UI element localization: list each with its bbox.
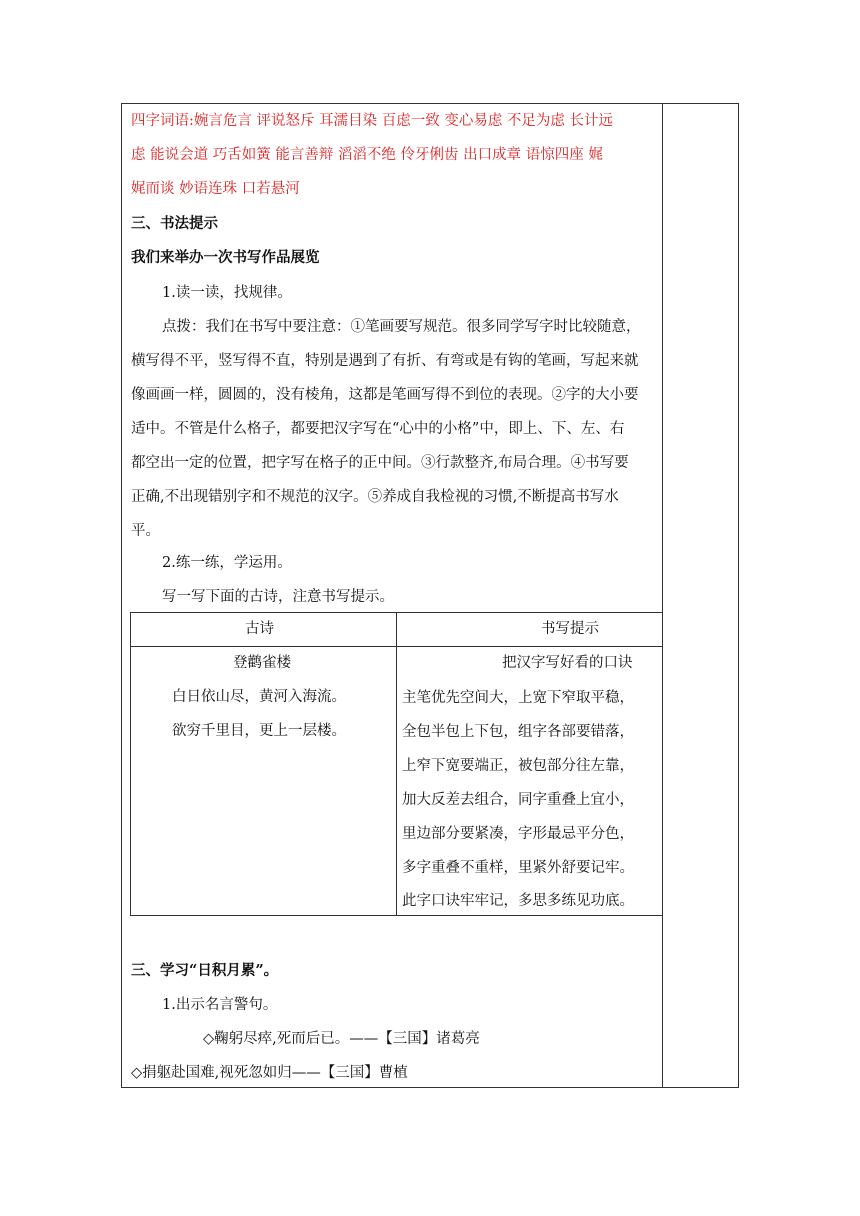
- tips-line-5: 里边部分要紧凑，字形最忌平分色，: [402, 826, 634, 842]
- right-column-divider: [662, 103, 663, 1088]
- calligraphy-heading: 三、书法提示: [131, 215, 218, 232]
- poem-title: 登鹳雀楼: [233, 655, 291, 671]
- tip-line-3: 像画画一样，圆圆的，没有棱角，这都是笔画写得不到位的表现。②字的大小要: [131, 387, 639, 403]
- tip-line-2: 横写得不平，竖写得不直，特别是遇到了有折、有弯或是有钩的笔画，写起来就: [131, 353, 639, 369]
- tip-line-6: 正确,不出现错别字和不规范的汉字。⑤养成自我检视的习惯,不断提高书写水: [131, 489, 619, 505]
- poem-table-header-poem: 古诗: [245, 621, 274, 637]
- poem-line-1: 白日依山尽，黄河入海流。: [172, 689, 346, 705]
- calligraphy-step1: 1.读一读，找规律。: [162, 285, 292, 301]
- calligraphy-step2: 2.练一练，学运用。: [162, 555, 292, 571]
- poem-line-2: 欲穷千里目，更上一层楼。: [172, 723, 346, 739]
- tips-line-2: 全包半包上下包，组字各部要错落，: [402, 724, 634, 740]
- tips-line-6: 多字重叠不重样，里紧外舒要记牢。: [402, 860, 634, 876]
- tip-line-7: 平。: [131, 523, 160, 539]
- tips-title: 把汉字写好看的口诀: [502, 655, 633, 671]
- tips-line-3: 上窄下宽要端正，被包部分往左靠，: [402, 758, 634, 774]
- tips-line-4: 加大反差去组合，同字重叠上宜小，: [402, 792, 634, 808]
- poem-table-header-tips: 书写提示: [541, 621, 599, 637]
- vocab-line-3: 娓而谈 妙语连珠 口若悬河: [131, 181, 300, 197]
- tips-line-1: 主笔优先空间大，上宽下窄取平稳，: [402, 690, 634, 706]
- accumulate-step1: 1.出示名言警句。: [162, 997, 278, 1013]
- vocab-line-2: 虑 能说会道 巧舌如簧 能言善辩 滔滔不绝 伶牙俐齿 出口成章 语惊四座 娓: [131, 147, 603, 163]
- calligraphy-instruction: 写一写下面的古诗，注意书写提示。: [162, 589, 394, 605]
- tips-line-7: 此字口诀牢牢记，多思多练见功底。: [402, 893, 634, 909]
- calligraphy-subheading: 我们来举办一次书写作品展览: [131, 249, 320, 266]
- quote-cao-zhi: ◇捐躯赴国难,视死忽如归——【三国】曹植: [131, 1065, 408, 1081]
- tip-line-4: 适中。不管是什么格子，都要把汉字写在“心中的小格”中，即上、下、左、右: [131, 421, 625, 437]
- poem-table-column-rule: [396, 612, 397, 916]
- vocab-line-1: 四字词语:婉言危言 评说怒斥 耳濡目染 百虑一致 变心易虑 不足为虑 长计远: [131, 113, 614, 129]
- accumulate-heading: 三、学习“日积月累”。: [131, 962, 279, 979]
- quote-zhuge-liang: ◇鞠躬尽瘁,死而后已。——【三国】诸葛亮: [203, 1031, 480, 1047]
- tip-line-5: 都空出一定的位置，把字写在格子的正中间。③行款整齐,布局合理。④书写要: [131, 455, 629, 471]
- tip-line-1: 点拨：我们在书写中要注意：①笔画要写规范。很多同学写字时比较随意，: [162, 319, 641, 335]
